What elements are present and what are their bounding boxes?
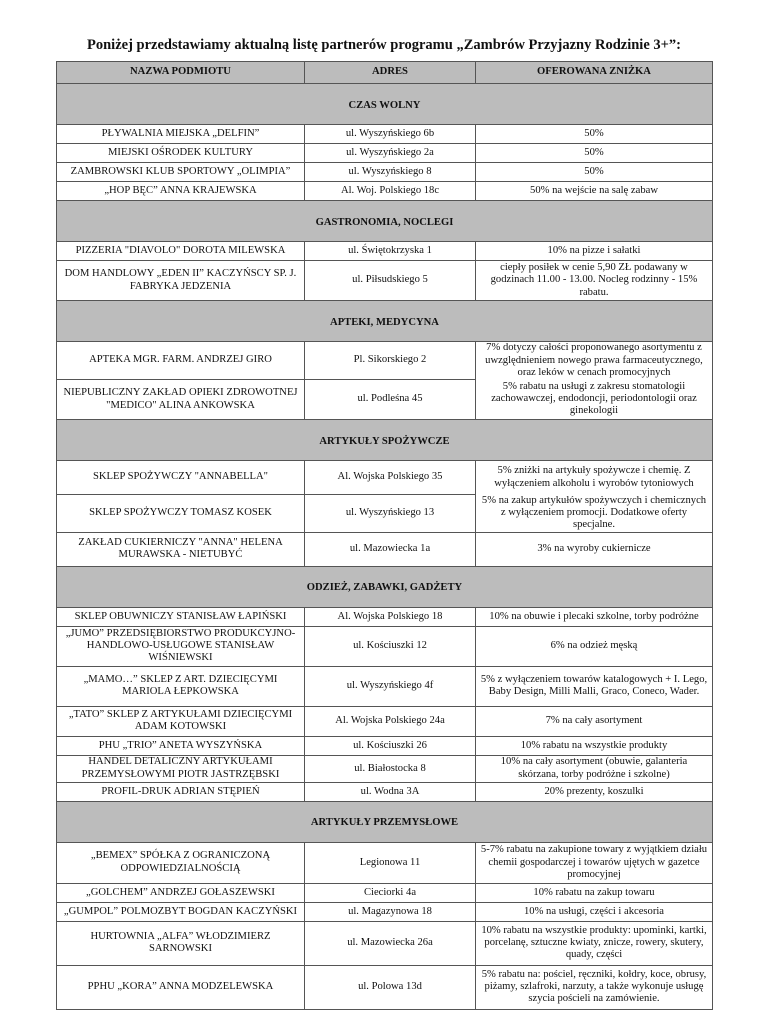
- section-header: [57, 801, 713, 842]
- partner-address: ul. Podleśna 45: [305, 380, 476, 420]
- partner-discount: 10% na pizze i sałatki: [476, 242, 713, 261]
- partner-address: ul. Wodna 3A: [305, 782, 476, 801]
- partner-address: ul. Kościuszki 26: [305, 736, 476, 755]
- partner-name: SKLEP OBUWNICZY STANISŁAW ŁAPIŃSKI: [57, 607, 305, 626]
- partner-discount: 10% rabatu na wszystkie produkty: upominki, kartki, porcelanę, sztuczne kwiaty, znicze, rowery, skutery, quady, części: [476, 921, 713, 965]
- partner-name: APTEKA MGR. FARM. ANDRZEJ GIRO: [57, 342, 305, 380]
- partner-discount: 50%: [476, 163, 713, 182]
- table-row: [57, 965, 713, 1009]
- partner-name: NIEPUBLICZNY ZAKŁAD OPIEKI ZDROWOTNEJ "MEDICO" ALINA ANKOWSKA: [57, 380, 305, 420]
- table-row: [57, 182, 713, 201]
- partner-address: ul. Wyszyńskiego 13: [305, 495, 476, 533]
- partners-table: [56, 61, 713, 1010]
- partner-discount: 10% na cały asortyment (obuwie, galanteria skórzana, torby podróżne i szkolne): [476, 755, 713, 782]
- section-title: APTEKI, MEDYCYNA: [330, 316, 439, 328]
- partner-name: SKLEP SPOŻYWCZY TOMASZ KOSEK: [57, 495, 305, 533]
- table-row: [57, 902, 713, 921]
- partner-discount: 7% dotyczy całości proponowanego asortymentu z uwzględnieniem nowego prawa farmaceutycznego, oraz leków w cenach promocyjnych: [476, 342, 713, 380]
- partner-name: SKLEP SPOŻYWCZY "ANNABELLA": [57, 461, 305, 495]
- table-row: [57, 125, 713, 144]
- section-header: [57, 420, 713, 461]
- table-row: [57, 842, 713, 883]
- partner-discount: 20% prezenty, koszulki: [476, 782, 713, 801]
- partner-name: „GUMPOL” POLMOZBYT BOGDAN KACZYŃSKI: [57, 902, 305, 921]
- partner-name: ZAKŁAD CUKIERNICZY "ANNA" HELENA MURAWSKA - NIETUBYĆ: [57, 532, 305, 566]
- partner-discount: 10% na usługi, części i akcesoria: [476, 902, 713, 921]
- partner-discount: 5% rabatu na: pościel, ręczniki, kołdry, koce, obrusy, piżamy, szlafroki, narzuty, a także wykonuje usługę szycia pościeli na zamówienie.: [476, 965, 713, 1009]
- table-row: [57, 261, 713, 301]
- partner-discount: 5-7% rabatu na zakupione towary z wyjątkiem działu chemii gospodarczej i towarów ujętych w gazetce promocyjnej: [476, 842, 713, 883]
- partner-discount: 6% na odzież męską: [476, 626, 713, 666]
- partner-address: ul. Wyszyńskiego 6b: [305, 125, 476, 144]
- partner-discount: 50%: [476, 144, 713, 163]
- partner-name: „HOP BĘC” ANNA KRAJEWSKA: [57, 182, 305, 201]
- partner-address: ul. Mazowiecka 26a: [305, 921, 476, 965]
- table-row: [57, 626, 713, 666]
- partner-discount: 50% na wejście na salę zabaw: [476, 182, 713, 201]
- partner-name: DOM HANDLOWY „EDEN II” KACZYŃSCY SP. J. FABRYKA JEDZENIA: [57, 261, 305, 301]
- partner-discount: 10% rabatu na zakup towaru: [476, 883, 713, 902]
- partner-name: „GOLCHEM” ANDRZEJ GOŁASZEWSKI: [57, 883, 305, 902]
- column-header-address: ADRES: [305, 62, 476, 84]
- table-row: [57, 755, 713, 782]
- partner-name: PHU „TRIO” ANETA WYSZYŃSKA: [57, 736, 305, 755]
- partner-address: ul. Wyszyńskiego 4f: [305, 666, 476, 706]
- partner-address: ul. Magazynowa 18: [305, 902, 476, 921]
- table-row: [57, 782, 713, 801]
- partner-address: Al. Wojska Polskiego 35: [305, 461, 476, 495]
- section-header: [57, 566, 713, 607]
- section-title: GASTRONOMIA, NOCLEGI: [315, 216, 454, 228]
- section-header: [57, 301, 713, 342]
- partner-address: Al. Woj. Polskiego 18c: [305, 182, 476, 201]
- partner-discount: 10% rabatu na wszystkie produkty: [476, 736, 713, 755]
- partner-discount: 5% na zakup artykułów spożywczych i chemicznych z wyłączeniem promocji. Dodatkowe oferty specjalne.: [476, 495, 713, 533]
- partner-address: Al. Wojska Polskiego 24a: [305, 706, 476, 736]
- partner-name: PROFIL-DRUK ADRIAN STĘPIEŃ: [57, 782, 305, 801]
- partner-address: Legionowa 11: [305, 842, 476, 883]
- table-row: [57, 706, 713, 736]
- table-row: [57, 461, 713, 495]
- section-title: ARTYKUŁY PRZEMYSŁOWE: [310, 817, 459, 829]
- column-header-discount: OFEROWANA ZNIŻKA: [476, 62, 713, 84]
- partner-discount: 7% na cały asortyment: [476, 706, 713, 736]
- table-row: [57, 242, 713, 261]
- table-row: [57, 666, 713, 706]
- section-header: [57, 201, 713, 242]
- page-title: Poniżej przedstawiamy aktualną listę partnerów programu „Zambrów Przyjazny Rodzinie 3+”:: [87, 37, 681, 53]
- table-row: [57, 607, 713, 626]
- partner-discount: 10% na obuwie i plecaki szkolne, torby podróżne: [476, 607, 713, 626]
- partner-discount: ciepły posiłek w cenie 5,90 ZŁ podawany w godzinach 11.00 - 13.00. Nocleg rodzinny - 15% rabatu.: [476, 261, 713, 301]
- partner-address: ul. Białostocka 8: [305, 755, 476, 782]
- table-row: [57, 736, 713, 755]
- partner-name: „TATO” SKLEP Z ARTYKUŁAMI DZIECIĘCYMI ADAM KOTOWSKI: [57, 706, 305, 736]
- partner-name: PPHU „KORA” ANNA MODZELEWSKA: [57, 965, 305, 1009]
- partner-address: ul. Polowa 13d: [305, 965, 476, 1009]
- partner-name: „MAMO…” SKLEP Z ART. DZIECIĘCYMI MARIOLA ŁEPKOWSKA: [57, 666, 305, 706]
- partner-address: Pl. Sikorskiego 2: [305, 342, 476, 380]
- table-row: [57, 921, 713, 965]
- column-header-name: NAZWA PODMIOTU: [57, 62, 305, 84]
- partner-discount: 50%: [476, 125, 713, 144]
- section-title: CZAS WOLNY: [348, 99, 421, 111]
- partner-address: Cieciorki 4a: [305, 883, 476, 902]
- partner-name: „JUMO” PRZEDSIĘBIORSTWO PRODUKCYJNO-HANDLOWO-USŁUGOWE STANISŁAW WIŚNIEWSKI: [57, 626, 305, 666]
- table-row: [57, 883, 713, 902]
- partner-discount: 5% rabatu na usługi z zakresu stomatologii zachowawczej, endodoncji, periodontologii oraz ginekologii: [476, 380, 713, 420]
- section-header: [57, 84, 713, 125]
- partner-discount: 5% z wyłączeniem towarów katalogowych + I. Lego, Baby Design, Milli Malli, Graco, Coneco, Wader.: [476, 666, 713, 706]
- table-row: [57, 532, 713, 566]
- partner-address: ul. Kościuszki 12: [305, 626, 476, 666]
- section-title: ODZIEŻ, ZABAWKI, GADŻETY: [306, 582, 463, 594]
- partner-name: PIZZERIA "DIAVOLO" DOROTA MILEWSKA: [57, 242, 305, 261]
- table-row: [57, 163, 713, 182]
- partner-address: Al. Wojska Polskiego 18: [305, 607, 476, 626]
- partner-address: ul. Mazowiecka 1a: [305, 532, 476, 566]
- partner-discount: 3% na wyroby cukiernicze: [476, 532, 713, 566]
- partner-address: ul. Piłsudskiego 5: [305, 261, 476, 301]
- table-row: [57, 495, 713, 533]
- section-title: ARTYKUŁY SPOŻYWCZE: [319, 435, 450, 447]
- table-header-row: [57, 62, 713, 84]
- partner-discount: 5% zniżki na artykuły spożywcze i chemię. Z wyłączeniem alkoholu i wyrobów tytoniowych: [476, 461, 713, 495]
- partner-name: HURTOWNIA „ALFA” WŁODZIMIERZ SARNOWSKI: [57, 921, 305, 965]
- partner-name: „BEMEX” SPÓŁKA Z OGRANICZONĄ ODPOWIEDZIALNOŚCIĄ: [57, 842, 305, 883]
- partner-address: ul. Wyszyńskiego 8: [305, 163, 476, 182]
- partner-name: HANDEL DETALICZNY ARTYKUŁAMI PRZEMYSŁOWYMI PIOTR JASTRZĘBSKI: [57, 755, 305, 782]
- table-row: [57, 380, 713, 420]
- table-row: [57, 144, 713, 163]
- partner-address: ul. Wyszyńskiego 2a: [305, 144, 476, 163]
- partner-name: MIEJSKI OŚRODEK KULTURY: [57, 144, 305, 163]
- partner-address: ul. Świętokrzyska 1: [305, 242, 476, 261]
- table-row: [57, 342, 713, 380]
- partner-name: PŁYWALNIA MIEJSKA „DELFIN”: [57, 125, 305, 144]
- partner-name: ZAMBROWSKI KLUB SPORTOWY „OLIMPIA”: [57, 163, 305, 182]
